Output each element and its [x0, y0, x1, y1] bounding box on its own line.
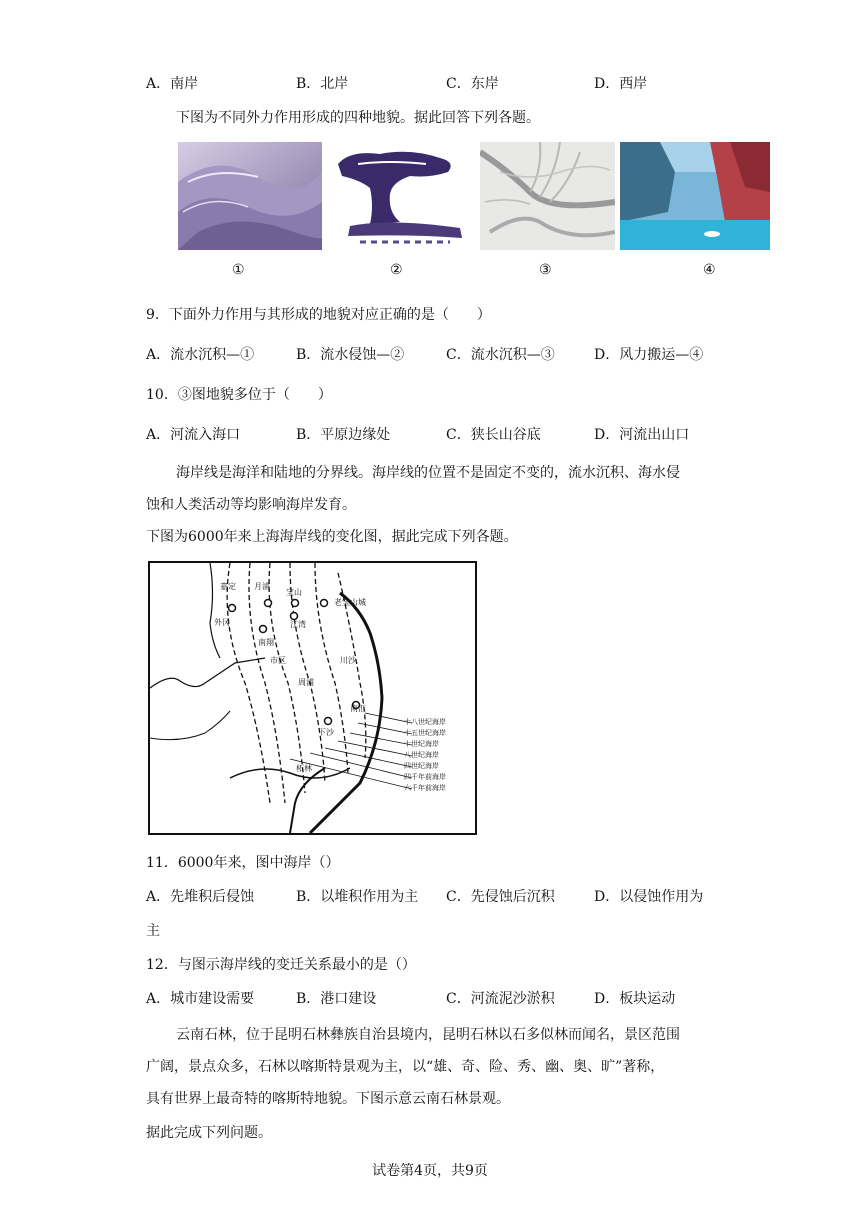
map-place-zhelin: 柘林 [296, 764, 312, 773]
q11-option-d: D．以侵蚀作用为 [594, 889, 704, 905]
q9-option-d: D．风力搬运—④ [594, 347, 704, 363]
q11-option-c: C．先侵蚀后沉积 [446, 889, 555, 905]
map-place-baoshan: 宝山 [286, 588, 302, 597]
map-place-xiasha: 下沙 [318, 728, 334, 737]
map-place-yuepu: 月浦 [254, 582, 270, 591]
legend-4th-century: 四世纪海岸 [404, 762, 439, 770]
legend-8th-century: 八世纪海岸 [404, 751, 439, 759]
legend-10th-century: 十世纪海岸 [404, 740, 439, 748]
map-place-nanxiang: 南翔 [258, 638, 274, 647]
q10-stem: 10．③图地貌多位于（ ） [146, 387, 332, 403]
shanghai-coastline-map [148, 561, 477, 835]
legend-4000-years-ago: 四千年前海岸 [404, 773, 446, 781]
map-place-jiading: 嘉定 [220, 582, 236, 591]
figure-gorge [620, 142, 770, 250]
figure-alluvial-fan [480, 142, 615, 250]
q10-option-c: C．狭长山谷底 [446, 427, 541, 443]
passage3-line1: 云南石林，位于昆明石林彝族自治县境内，昆明石林以石多似林而闻名，景区范围 [176, 1027, 680, 1043]
q12-stem: 12．与图示海岸线的变迁关系最小的是（） [146, 957, 416, 973]
legend-6000-years-ago: 六千年前海岸 [404, 784, 446, 792]
q10-option-d: D．河流出山口 [594, 427, 690, 443]
figure-label-3: ③ [539, 262, 552, 278]
q11-option-b: B．以堆积作用为主 [296, 889, 419, 905]
intro-landforms: 下图为不同外力作用形成的四种地貌。据此回答下列各题。 [176, 110, 540, 126]
page-footer: 试卷第4页，共9页 [372, 1163, 488, 1179]
map-place-zhoupu: 周浦 [298, 678, 314, 687]
q12-option-c: C．河流泥沙淤积 [446, 991, 555, 1007]
legend-18th-century: 十八世纪海岸 [404, 718, 446, 726]
q12-option-b: B．港口建设 [296, 991, 377, 1007]
q11-stem: 11．6000年来，图中海岸（） [146, 855, 340, 871]
map-place-chuansha: 川沙 [340, 656, 356, 665]
q10-option-b: B．平原边缘处 [296, 427, 391, 443]
q11-option-a: A．先堆积后侵蚀 [146, 889, 255, 905]
figure-mushroom-rock [330, 142, 470, 250]
q9-option-a: A．流水沉积—① [146, 347, 255, 363]
q8-option-d: D．西岸 [594, 76, 648, 92]
q8-option-a: A．南岸 [146, 76, 199, 92]
figure-sand-dunes [178, 142, 322, 250]
map-place-nanhui: 南汇 [350, 704, 366, 713]
q9-option-c: C．流水沉积—③ [446, 347, 555, 363]
passage2-line2: 蚀和人类活动等均影响海岸发育。 [146, 497, 356, 513]
map-place-urban: 市区 [270, 656, 286, 665]
q12-option-d: D．板块运动 [594, 991, 676, 1007]
q9-stem: 9．下面外力作用与其形成的地貌对应正确的是（ ） [146, 307, 491, 323]
passage3-end: 据此完成下列问题。 [146, 1125, 272, 1141]
map-legend [404, 717, 446, 794]
map-place-waigang: 外冈 [214, 618, 230, 627]
passage3-line2: 广阔，景点众多，石林以喀斯特景观为主，以“雄、奇、险、秀、幽、奥、旷”著称， [146, 1059, 665, 1075]
legend-15th-century: 十五世纪海岸 [404, 729, 446, 737]
figure-label-1: ① [232, 262, 245, 278]
map-place-jiangwan: 江湾 [290, 620, 306, 629]
passage2-line3: 下图为6000年来上海海岸线的变化图，据此完成下列各题。 [146, 529, 518, 545]
figure-label-2: ② [390, 262, 403, 278]
q12-option-a: A．城市建设需要 [146, 991, 255, 1007]
passage3-line3: 具有世界上最奇特的喀斯特地貌。下图示意云南石林景观。 [146, 1091, 510, 1107]
passage2-line1: 海岸线是海洋和陆地的分界线。海岸线的位置不是固定不变的，流水沉积、海水侵 [176, 465, 680, 481]
q8-option-c: C．东岸 [446, 76, 499, 92]
q8-option-b: B．北岸 [296, 76, 349, 92]
map-place-laobaoshancheng: 老宝山城 [334, 598, 366, 607]
figure-label-4: ④ [703, 262, 716, 278]
q11-option-d-wrap: 主 [146, 923, 160, 939]
q9-option-b: B．流水侵蚀—② [296, 347, 405, 363]
q10-option-a: A．河流入海口 [146, 427, 241, 443]
